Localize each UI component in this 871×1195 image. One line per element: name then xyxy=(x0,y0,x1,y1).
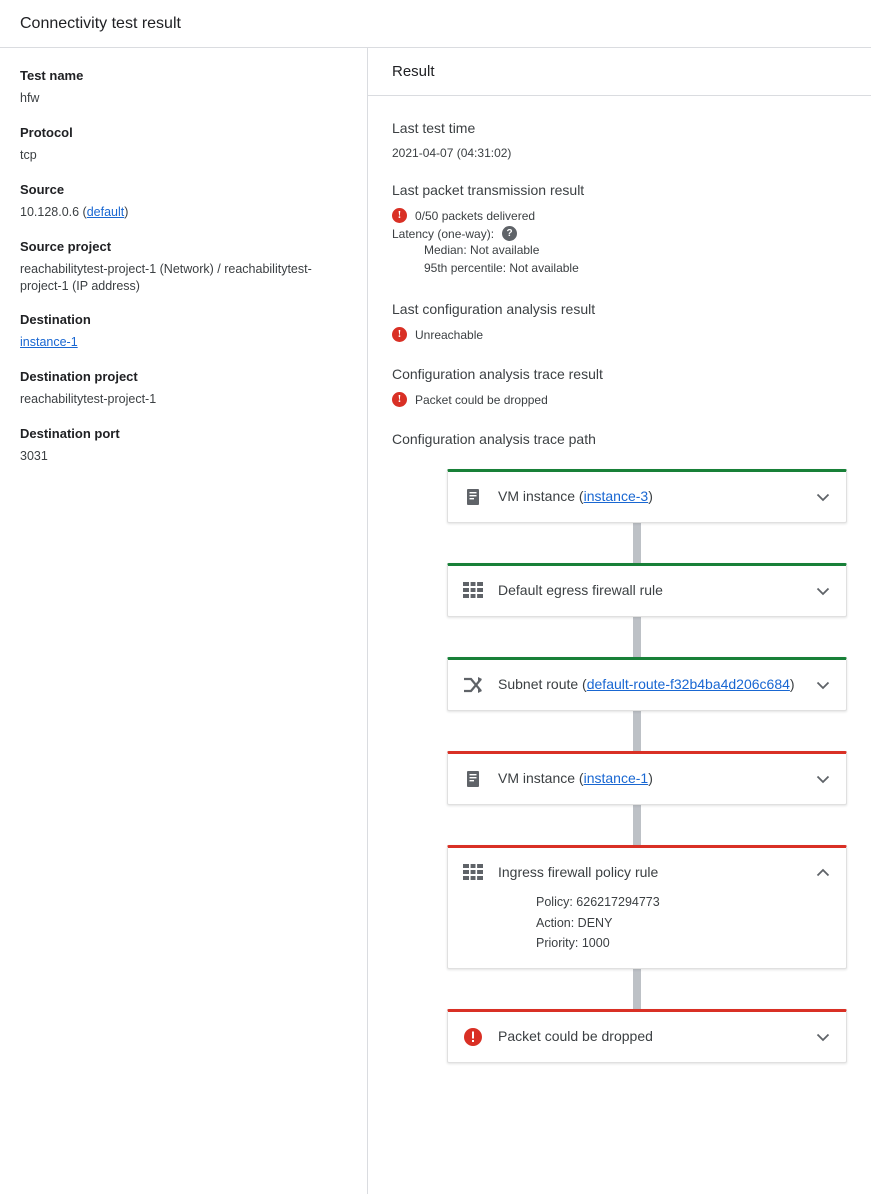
trace-path-title: Configuration analysis trace path xyxy=(392,431,596,447)
test-details-pane xyxy=(0,48,368,1194)
trace-step-card[interactable] xyxy=(447,469,847,523)
configuration-analysis-status: Unreachable xyxy=(415,327,484,342)
field-label: Protocol xyxy=(20,124,73,140)
trace-step-body xyxy=(498,862,804,954)
trace-step-label-text: Default egress firewall rule xyxy=(498,582,663,598)
result-pane xyxy=(368,48,871,1194)
trace-step-detail-line: Priority: 1000 xyxy=(536,936,610,951)
vm-instance-icon xyxy=(460,487,486,507)
trace-step-label xyxy=(498,580,804,600)
vm-instance-icon xyxy=(460,769,486,789)
trace-step-card[interactable] xyxy=(447,751,847,805)
trace-step-detail-line: Action: DENY xyxy=(536,915,613,930)
trace-step-card[interactable] xyxy=(447,657,847,711)
packet-transmission-status-row xyxy=(392,208,847,223)
trace-result-status: Packet could be dropped xyxy=(415,392,548,407)
field-value: 3031 xyxy=(20,449,48,464)
trace-connector xyxy=(633,969,641,1009)
trace-result-title: Configuration analysis trace result xyxy=(392,366,603,382)
trace-step xyxy=(447,563,847,617)
packet-transmission-title: Last packet transmission result xyxy=(392,182,585,198)
trace-step-label-suffix: ) xyxy=(648,488,653,504)
configuration-analysis-block xyxy=(392,301,847,342)
trace-step-body xyxy=(498,768,804,788)
field-value: hfw xyxy=(20,91,40,105)
trace-step-detail-line: Policy: 626217294773 xyxy=(536,895,660,909)
latency-p95: 95th percentile: Not available xyxy=(424,261,579,275)
packet-transmission-block xyxy=(392,182,847,277)
trace-connector xyxy=(633,805,641,845)
last-test-time-block xyxy=(392,120,847,160)
trace-step-body xyxy=(498,1026,804,1046)
trace-step xyxy=(447,1009,847,1063)
trace-step-body xyxy=(498,674,804,694)
field-value: tcp xyxy=(20,147,37,162)
error-icon: ! xyxy=(392,208,407,223)
configuration-analysis-title: Last configuration analysis result xyxy=(392,301,596,317)
firewall-rule-icon xyxy=(460,581,486,599)
field-value xyxy=(20,334,347,351)
firewall-rule-icon xyxy=(460,863,486,881)
trace-step-label xyxy=(498,1026,804,1046)
trace-connector xyxy=(633,617,641,657)
source-ip: 10.128.0.6 ( xyxy=(20,204,87,219)
trace-path-list xyxy=(392,469,847,1063)
trace-step-resource-link[interactable]: instance-3 xyxy=(583,488,649,504)
destination-instance-link[interactable]: instance-1 xyxy=(20,335,78,350)
field-value: reachabilitytest-project-1 xyxy=(20,392,157,407)
trace-step-details xyxy=(536,892,804,954)
trace-step-label xyxy=(498,486,804,506)
chevron-down-icon[interactable] xyxy=(814,582,832,600)
chevron-up-icon[interactable] xyxy=(814,864,832,882)
trace-step-card[interactable] xyxy=(447,845,847,969)
chevron-down-icon[interactable] xyxy=(814,1028,832,1046)
field-destination-project xyxy=(20,369,347,408)
page-body xyxy=(0,48,871,1194)
trace-result-status-row xyxy=(392,392,847,407)
field-value: reachabilitytest-project-1 (Network) / reachabilitytest-project-1 (IP address) xyxy=(20,261,312,293)
trace-step-card[interactable] xyxy=(447,1009,847,1063)
trace-step-label-suffix: ) xyxy=(648,770,653,786)
trace-step-label-text: VM instance ( xyxy=(498,488,584,504)
route-icon xyxy=(460,675,486,695)
packet-transmission-status: 0/50 packets delivered xyxy=(415,208,536,223)
result-title: Result xyxy=(392,63,435,80)
error-icon: ! xyxy=(392,392,407,407)
trace-step xyxy=(447,469,847,523)
page-header xyxy=(0,0,871,48)
error-icon xyxy=(460,1027,486,1047)
last-test-time-value: 2021-04-07 (04:31:02) xyxy=(392,146,512,160)
help-icon[interactable]: ? xyxy=(502,226,517,241)
result-body xyxy=(368,96,871,1063)
source-suffix: ) xyxy=(124,204,129,219)
last-test-time-title: Last test time xyxy=(392,120,476,136)
trace-result-block xyxy=(392,366,847,407)
trace-step-resource-link[interactable]: default-route-f32b4ba4d206c684 xyxy=(586,676,790,692)
field-destination-port xyxy=(20,426,347,465)
field-protocol xyxy=(20,125,347,164)
configuration-analysis-status-row xyxy=(392,327,847,342)
result-header xyxy=(368,48,871,96)
field-source xyxy=(20,182,347,221)
trace-step-label-text: Subnet route ( xyxy=(498,676,587,692)
field-source-project xyxy=(20,239,347,295)
chevron-down-icon[interactable] xyxy=(814,770,832,788)
chevron-down-icon[interactable] xyxy=(814,676,832,694)
trace-step-label-text: VM instance ( xyxy=(498,770,584,786)
field-test-name xyxy=(20,68,347,107)
trace-path-block xyxy=(392,431,847,447)
field-label: Test name xyxy=(20,68,84,83)
trace-step-resource-link[interactable]: instance-1 xyxy=(583,770,649,786)
trace-step-label xyxy=(498,768,804,788)
error-icon: ! xyxy=(392,327,407,342)
field-label: Destination xyxy=(20,312,91,328)
field-label: Destination project xyxy=(20,369,138,385)
trace-step-label-text: Ingress firewall policy rule xyxy=(498,864,659,880)
trace-step-label xyxy=(498,862,804,882)
field-label: Source project xyxy=(20,238,112,254)
field-label: Source xyxy=(20,181,65,197)
trace-step-label xyxy=(498,674,804,694)
trace-step-card[interactable] xyxy=(447,563,847,617)
trace-step xyxy=(447,845,847,969)
latency-median: Median: Not available xyxy=(424,243,540,257)
field-destination xyxy=(20,312,347,351)
source-network-link[interactable]: default xyxy=(86,204,125,219)
latency-label-row xyxy=(392,226,847,241)
trace-step-body xyxy=(498,580,804,600)
trace-connector xyxy=(633,523,641,563)
latency-label: Latency (one-way): xyxy=(392,226,495,241)
trace-step-body xyxy=(498,486,804,506)
chevron-down-icon[interactable] xyxy=(814,488,832,506)
trace-connector xyxy=(633,711,641,751)
trace-step xyxy=(447,657,847,711)
field-label: Destination port xyxy=(20,426,120,442)
trace-step xyxy=(447,751,847,805)
trace-step-label-text: Packet could be dropped xyxy=(498,1027,653,1044)
trace-step-label-suffix: ) xyxy=(789,676,795,692)
page-title: Connectivity test result xyxy=(20,14,181,32)
field-value xyxy=(20,204,347,221)
